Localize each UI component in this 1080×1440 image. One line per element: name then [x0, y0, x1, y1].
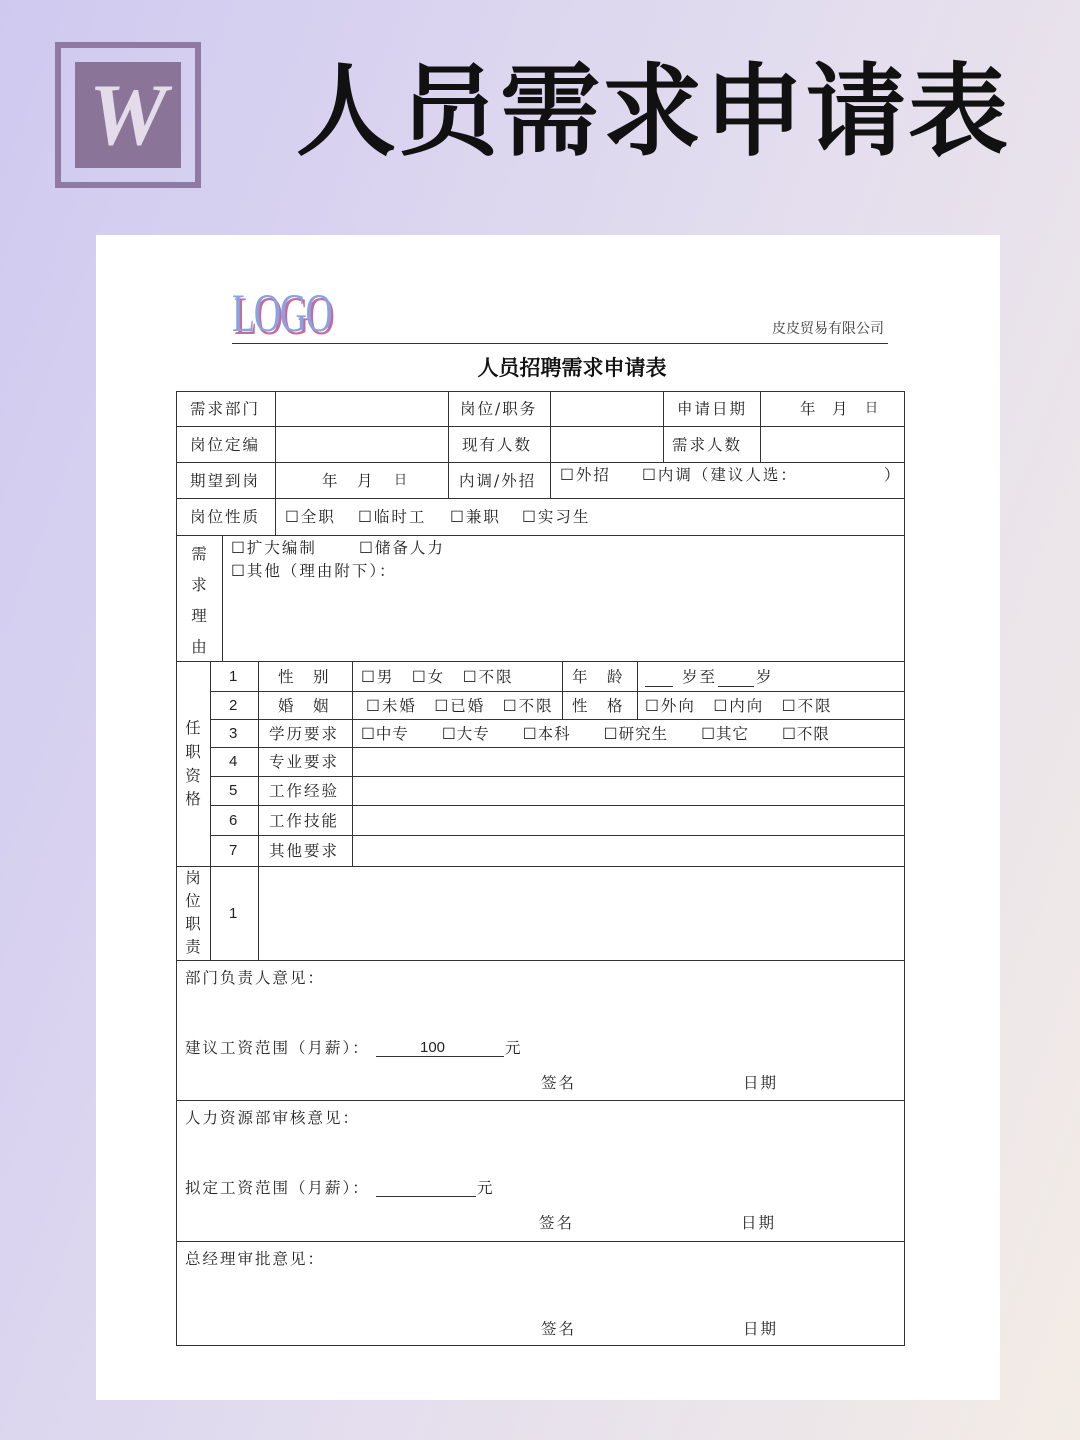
reason-label-char: 理 — [191, 607, 207, 625]
row-divider — [176, 498, 905, 499]
temporary-checkbox[interactable]: ☐临时工 — [358, 508, 427, 526]
col-divider — [760, 391, 761, 462]
qual-row-num: 2 — [229, 697, 238, 714]
age-mid-text: 岁至 — [682, 668, 718, 686]
age-min-input[interactable] — [645, 686, 673, 687]
close-paren: ） — [884, 466, 902, 484]
current-count-input[interactable] — [554, 430, 659, 458]
hr-date-label: 日期 — [741, 1214, 777, 1232]
qual-label-char: 格 — [185, 790, 201, 808]
row-divider — [176, 426, 905, 427]
expected-date-label: 期望到岗 — [190, 472, 261, 490]
col-divider — [550, 391, 551, 498]
company-name: 皮皮贸易有限公司 — [772, 322, 884, 337]
dept-label: 需求部门 — [190, 400, 261, 418]
qual-label-char: 资 — [185, 767, 201, 785]
col-divider — [258, 661, 259, 960]
row-divider — [210, 719, 905, 720]
fulltime-checkbox[interactable]: ☐全职 — [285, 508, 336, 526]
qual-row-num: 1 — [229, 668, 238, 685]
header-divider — [232, 343, 888, 344]
headcount-label: 岗位定编 — [190, 436, 261, 454]
row-divider — [176, 1241, 905, 1242]
reason-label-char: 需 — [191, 545, 207, 563]
duty-label-char: 位 — [185, 892, 201, 910]
qual-row-num: 3 — [229, 725, 238, 742]
other-req-input[interactable] — [356, 838, 901, 863]
col-divider — [663, 391, 664, 462]
col-divider — [210, 661, 211, 960]
reason-label-char: 由 — [191, 638, 207, 656]
apply-day: 日 — [865, 401, 881, 416]
gm-date-label: 日期 — [743, 1320, 779, 1338]
word-icon — [55, 42, 201, 188]
row-divider — [210, 776, 905, 777]
row-divider — [176, 866, 905, 867]
dept-input[interactable] — [279, 395, 444, 423]
dept-opinion-label: 部门负责人意见： — [185, 969, 326, 987]
age-end-text: 岁 — [756, 668, 774, 686]
need-count-label: 需求人数 — [672, 436, 743, 454]
experience-label: 工作经验 — [269, 782, 340, 800]
intern-checkbox[interactable]: ☐实习生 — [522, 508, 591, 526]
gender-options[interactable]: ☐男 ☐女 ☐不限 — [361, 668, 514, 686]
age-max-input[interactable] — [718, 686, 754, 687]
col-divider — [275, 498, 276, 535]
col-divider — [222, 535, 223, 661]
row-divider — [210, 747, 905, 748]
row-divider — [210, 691, 905, 692]
row-divider — [176, 462, 905, 463]
marriage-options[interactable]: ☐未婚 ☐已婚 ☐不限 — [366, 697, 554, 715]
duty-label-char: 职 — [185, 915, 201, 933]
dept-date-label: 日期 — [743, 1074, 779, 1092]
qual-label-char: 任 — [185, 719, 201, 737]
hr-opinion-label: 人力资源部审核意见： — [185, 1109, 361, 1127]
skills-label: 工作技能 — [269, 812, 340, 830]
col-divider — [352, 661, 353, 866]
row-divider — [176, 661, 905, 662]
personality-options[interactable]: ☐外向 ☐内向 ☐不限 — [645, 697, 833, 715]
duty-label-char: 责 — [185, 938, 201, 956]
source-label: 内调/外招 — [459, 472, 537, 490]
hr-salary-label: 拟定工资范围（月薪）： — [185, 1179, 370, 1197]
qual-row-num: 7 — [229, 842, 238, 859]
expected-year: 年 — [322, 472, 340, 490]
other-reason-checkbox[interactable]: ☐其他（理由附下）： — [231, 562, 397, 580]
col-divider — [275, 391, 276, 498]
banner — [0, 0, 1080, 235]
qual-label-char: 职 — [185, 743, 201, 761]
expand-staff-checkbox[interactable]: ☐扩大编制 — [231, 539, 317, 557]
word-icon-letter: W — [88, 67, 168, 164]
major-input[interactable] — [356, 750, 901, 774]
gm-opinion-label: 总经理审批意见： — [185, 1250, 326, 1268]
position-input[interactable] — [554, 395, 659, 423]
job-type-label: 岗位性质 — [190, 508, 261, 526]
parttime-checkbox[interactable]: ☐兼职 — [450, 508, 501, 526]
duty-num: 1 — [229, 905, 238, 922]
reason-label-char: 求 — [191, 576, 207, 594]
gender-label: 性 别 — [278, 668, 331, 686]
expected-month: 月 — [357, 472, 375, 490]
current-count-label: 现有人数 — [462, 436, 533, 454]
duty-input[interactable] — [262, 870, 901, 956]
hr-sign-label: 签名 — [539, 1214, 575, 1232]
position-label: 岗位/职务 — [460, 400, 538, 418]
dept-salary-value: 100 — [420, 1039, 446, 1056]
qual-row-num: 6 — [229, 812, 238, 829]
education-options[interactable]: ☐中专 ☐大专 ☐本科 ☐研究生 ☐其它 ☐不限 — [361, 725, 830, 743]
headcount-input[interactable] — [279, 430, 444, 458]
external-checkbox[interactable]: ☐外招 — [560, 466, 611, 484]
dept-salary-unit: 元 — [505, 1039, 523, 1057]
internal-checkbox[interactable]: ☐内调（建议人选： — [642, 466, 798, 484]
col-divider — [448, 391, 449, 498]
row-divider — [176, 535, 905, 536]
hr-salary-input[interactable] — [376, 1196, 476, 1197]
duty-label-char: 岗 — [185, 869, 201, 887]
marriage-label: 婚 姻 — [278, 697, 331, 715]
major-label: 专业要求 — [269, 753, 340, 771]
dept-sign-label: 签名 — [541, 1074, 577, 1092]
banner-title: 人员需求申请表 — [296, 53, 1010, 170]
gm-sign-label: 签名 — [541, 1320, 577, 1338]
experience-input[interactable] — [356, 779, 901, 803]
row-divider — [176, 960, 905, 961]
need-count-input[interactable] — [764, 430, 901, 458]
apply-month: 月 — [832, 400, 850, 418]
education-label: 学历要求 — [269, 725, 340, 743]
row-divider — [210, 805, 905, 806]
qual-row-num: 5 — [229, 782, 238, 799]
row-divider — [210, 835, 905, 836]
reserve-staff-checkbox[interactable]: ☐储备人力 — [359, 539, 445, 557]
col-divider — [562, 661, 563, 719]
row-divider — [176, 1100, 905, 1101]
qual-row-num: 4 — [229, 753, 238, 770]
skills-input[interactable] — [356, 808, 901, 832]
hr-salary-unit: 元 — [477, 1179, 495, 1197]
apply-date-label: 申请日期 — [677, 400, 748, 418]
dept-salary-label: 建议工资范围（月薪）： — [185, 1039, 370, 1057]
company-logo: LOGO — [232, 283, 332, 343]
col-divider — [637, 661, 638, 719]
other-req-label: 其他要求 — [269, 842, 340, 860]
apply-year: 年 — [800, 400, 818, 418]
personality-label: 性 格 — [572, 697, 625, 715]
age-label: 年 龄 — [572, 668, 625, 686]
form-title: 人员招聘需求申请表 — [477, 356, 667, 380]
expected-day: 日 — [394, 473, 410, 488]
